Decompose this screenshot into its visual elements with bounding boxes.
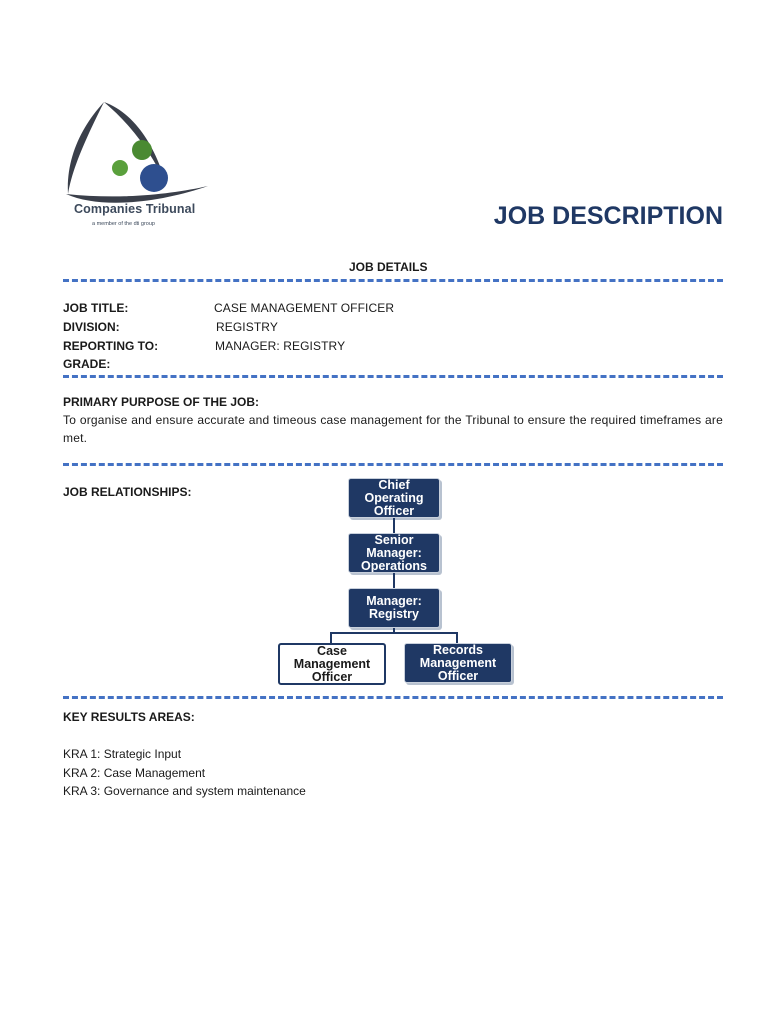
company-logo <box>62 98 212 233</box>
org-connector <box>393 518 395 533</box>
relationships-heading: JOB RELATIONSHIPS: <box>63 485 192 499</box>
reporting-to-value: MANAGER: REGISTRY <box>215 339 346 353</box>
logo-tagline: a member of the dti group <box>92 221 155 227</box>
job-details-heading: JOB DETAILS <box>349 260 428 274</box>
divider <box>63 279 723 282</box>
purpose-heading: PRIMARY PURPOSE OF THE JOB: <box>63 395 260 409</box>
logo-name: Companies Tribunal <box>74 202 196 216</box>
divider <box>63 463 723 466</box>
divider <box>63 696 723 699</box>
kra-item: KRA 1: Strategic Input <box>63 747 182 761</box>
org-connector <box>456 632 458 643</box>
reporting-to-label: REPORTING TO: <box>63 339 159 353</box>
document-title: JOB DESCRIPTION <box>493 202 723 230</box>
org-node-coo: Chief Operating Officer <box>348 478 440 518</box>
org-node-manager: Manager: Registry <box>348 588 440 628</box>
org-node-records-officer: Records Management Officer <box>404 643 512 683</box>
grade-label: GRADE: <box>63 357 111 371</box>
divider <box>63 375 723 378</box>
division-label: DIVISION: <box>63 320 120 334</box>
org-connector <box>330 632 458 634</box>
org-node-senior-manager: Senior Manager: Operations <box>348 533 440 573</box>
kra-heading: KEY RESULTS AREAS: <box>63 710 195 724</box>
org-node-case-officer: Case Management Officer <box>278 643 386 685</box>
division-value: REGISTRY <box>216 320 278 334</box>
job-title-label: JOB TITLE: <box>63 301 129 315</box>
kra-item: KRA 2: Case Management <box>63 766 206 780</box>
org-connector <box>330 632 332 643</box>
org-connector <box>393 573 395 588</box>
job-title-value: CASE MANAGEMENT OFFICER <box>214 301 395 315</box>
purpose-text: To organise and ensure accurate and timeous case management for the Tribunal to ensure the required timeframes are met. <box>63 413 723 445</box>
logo-emblem-icon <box>62 98 212 203</box>
kra-item: KRA 3: Governance and system maintenance <box>63 784 306 798</box>
